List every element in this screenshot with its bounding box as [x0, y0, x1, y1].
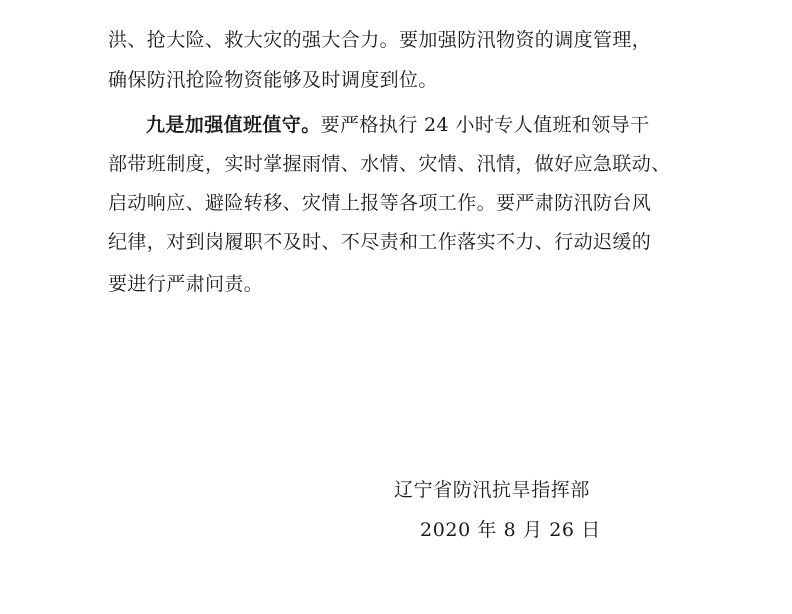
paragraph-nine-heading: 九是加强值班值守。: [146, 114, 321, 136]
signature-date: 2020 年 8 月 26 日: [420, 519, 601, 541]
paragraph-nine-line-4: 纪律，对到岗履职不及时、不尽责和工作落实不力、行动迟缓的: [108, 231, 652, 253]
signature-organization: 辽宁省防汛抗旱指挥部: [394, 479, 591, 501]
paragraph-prev-line-2: 确保防汛抢险物资能够及时调度到位。: [108, 69, 438, 91]
paragraph-prev-line-1: 洪、抢大险、救大灾的强大合力。要加强防汛物资的调度管理，: [108, 29, 652, 51]
paragraph-nine-line-3: 启动响应、避险转移、灾情上报等各项工作。要严肃防汛防台风: [108, 192, 652, 214]
paragraph-nine-line-2: 部带班制度，实时掌握雨情、水情、灾情、汛情，做好应急联动、: [108, 153, 671, 175]
paragraph-nine-first-line: [146, 113, 649, 137]
paragraph-nine-first-line-rest: 要严格执行 24 小时专人值班和领导干: [320, 114, 650, 136]
paragraph-nine-line-5: 要进行严肃问责。: [108, 273, 264, 295]
